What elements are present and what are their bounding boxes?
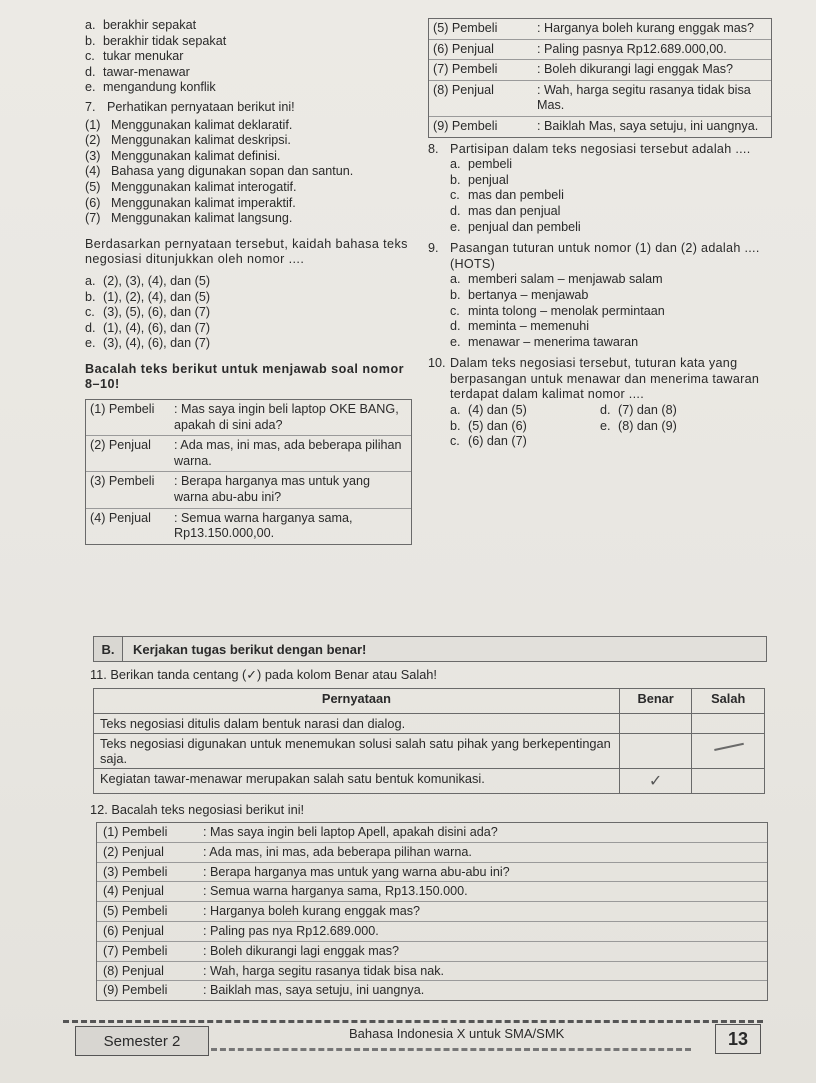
dialog-line: (7) Pembeli : Boleh dikurangi lagi enggak Mas? — [429, 59, 771, 80]
dialog-line: (4) Penjual : Semua warna harganya sama, Rp13.150.000. — [97, 881, 767, 901]
statement-item: (2) Menggunakan kalimat deskripsi. — [85, 133, 291, 148]
pencil-mark-icon — [712, 733, 744, 751]
dialog-line: (2) Penjual : Ada mas, ini mas, ada beberapa pilihan warna. — [86, 435, 411, 471]
left-column — [85, 18, 415, 545]
semester-label: Semester 2 — [75, 1026, 209, 1056]
q8-header: 8. Partisipan dalam teks negosiasi tersebut adalah .... — [428, 141, 751, 156]
q7-question: Berdasarkan pernyataan tersebut, kaidah bahasa teks negosiasi ditunjukkan oleh nomor .... — [85, 236, 408, 267]
option-item: d. (1), (4), (6), dan (7) — [85, 320, 211, 335]
false-cell[interactable] — [692, 714, 765, 734]
footer-divider — [63, 1020, 763, 1023]
dialog-line: (4) Penjual : Semua warna harganya sama, Rp13.150.000,00. — [86, 508, 411, 544]
dialog-box-right — [428, 18, 772, 138]
option-item: a. (2), (3), (4), dan (5) — [85, 273, 211, 288]
option-item: b. berakhir tidak sepakat — [85, 33, 227, 48]
dialog-box-left — [85, 399, 412, 545]
check-mark-icon: ✓ — [648, 773, 663, 790]
statement-item: (6) Menggunakan kalimat imperaktif. — [85, 195, 296, 210]
option-item: d. (7) dan (8) — [600, 403, 677, 418]
statement-item: (5) Menggunakan kalimat interogatif. — [85, 179, 297, 194]
q9-options — [450, 272, 773, 350]
option-item: a. (4) dan (5) — [450, 403, 527, 418]
true-cell[interactable] — [619, 734, 692, 769]
section-b-header: B. Kerjakan tugas berikut dengan benar! — [93, 636, 767, 662]
q9-header: 9. Pasangan tuturan untuk nomor (1) dan (2) adalah .... (HOTS) — [428, 241, 760, 271]
option-item: c. mas dan pembeli — [450, 188, 564, 203]
q10-options — [450, 403, 773, 450]
right-column — [428, 18, 773, 450]
table-row: Kegiatan tawar-menawar merupakan salah satu bentuk komunikasi. ✓ — [94, 769, 765, 794]
option-item: b. (1), (2), (4), dan (5) — [85, 289, 211, 304]
option-item: c. minta tolong – menolak permintaan — [450, 303, 665, 318]
option-item: e. (8) dan (9) — [600, 418, 677, 433]
table-row: Teks negosiasi ditulis dalam bentuk narasi dan dialog. — [94, 714, 765, 734]
dialog-line: (3) Pembeli : Berapa harganya mas untuk yang warna abu-abu ini? — [97, 862, 767, 882]
option-item: a. pembeli — [450, 157, 513, 172]
dialog-line: (7) Pembeli : Boleh dikurangi lagi enggak mas? — [97, 941, 767, 961]
q7-options — [85, 274, 415, 352]
dialog-line: (9) Pembeli : Baiklah mas, saya setuju, ini uangnya. — [97, 980, 767, 1000]
dialog-line: (1) Pembeli : Mas saya ingin beli laptop OKE BANG, apakah di sini ada? — [90, 402, 399, 432]
option-item: d. tawar-menawar — [85, 64, 190, 79]
statement-item: (7) Menggunakan kalimat langsung. — [85, 211, 293, 226]
option-item: a. memberi salam – menjawab salam — [450, 272, 663, 287]
option-item: d. meminta – memenuhi — [450, 319, 590, 334]
option-item: a. berakhir sepakat — [85, 18, 197, 32]
option-item: c. (6) dan (7) — [450, 434, 527, 449]
dialog-line: (8) Penjual : Wah, harga segitu rasanya tidak bisa Mas. — [429, 80, 771, 116]
dialog-line: (6) Penjual : Paling pasnya Rp12.689.000,00. — [429, 39, 771, 60]
q7-statements — [85, 118, 415, 227]
table-row: Teks negosiasi digunakan untuk menemukan solusi salah satu pihak yang berkepentingan saja. — [94, 734, 765, 769]
instruction-8-10: Bacalah teks berikut untuk menjawab soal nomor 8–10! — [85, 361, 405, 392]
dialog-line: (2) Penjual : Ada mas, ini mas, ada beberapa pilihan warna. — [97, 842, 767, 862]
q8-options — [450, 157, 773, 235]
false-cell[interactable] — [692, 769, 765, 794]
dialog-line: (8) Penjual : Wah, harga segitu rasanya tidak bisa nak. — [97, 961, 767, 981]
option-item: b. bertanya – menjawab — [450, 287, 589, 302]
dialog-line: (9) Pembeli : Baiklah Mas, saya setuju, ini uangnya. — [429, 116, 771, 137]
col-header-true: Benar — [619, 689, 692, 714]
option-item: c. (3), (5), (6), dan (7) — [85, 305, 211, 320]
q12-dialog-box — [96, 822, 768, 1001]
statement-item: (4) Bahasa yang digunakan sopan dan santun. — [85, 164, 354, 179]
col-header-statement: Pernyataan — [94, 689, 620, 714]
option-item: e. menawar – menerima tawaran — [450, 334, 639, 349]
true-cell[interactable] — [619, 714, 692, 734]
option-item: e. (3), (4), (6), dan (7) — [85, 336, 211, 351]
false-cell[interactable] — [692, 734, 765, 769]
q6-options — [85, 18, 415, 96]
option-item: e. penjual dan pembeli — [450, 219, 581, 234]
dialog-line: (1) Pembeli : Mas saya ingin beli laptop Apell, apakah disini ada? — [103, 825, 498, 839]
q10-header: 10. Dalam teks negosiasi tersebut, tuturan kata yang berpasangan untuk menawar dan menerima tawaran terdapat dalam kalimat nomor .... — [428, 356, 760, 402]
col-header-false: Salah — [692, 689, 765, 714]
q12-prompt: 12. Bacalah teks negosiasi berikut ini! — [90, 802, 305, 817]
dialog-line: (6) Penjual : Paling pas nya Rp12.689.000. — [97, 921, 767, 941]
page-footer — [63, 1020, 763, 1060]
q11-prompt: 11. Berikan tanda centang (✓) pada kolom Benar atau Salah! — [90, 667, 437, 682]
dialog-line: (5) Pembeli : Harganya boleh kurang enggak mas? — [97, 901, 767, 921]
option-item: b. (5) dan (6) — [450, 418, 527, 433]
option-item: c. tukar menukar — [85, 49, 184, 64]
true-cell[interactable] — [619, 769, 692, 794]
q7-header: 7. Perhatikan pernyataan berikut ini! — [85, 99, 295, 114]
q11-table — [93, 688, 765, 794]
page-number: 13 — [715, 1024, 761, 1054]
option-item: d. mas dan penjual — [450, 203, 561, 218]
dialog-line: (5) Pembeli : Harganya boleh kurang enggak mas? — [433, 21, 755, 35]
option-item: b. penjual — [450, 172, 509, 187]
option-item: e. mengandung konflik — [85, 80, 216, 95]
dialog-line: (3) Pembeli : Berapa harganya mas untuk yang warna abu-abu ini? — [86, 471, 411, 507]
statement-item: (3) Menggunakan kalimat definisi. — [85, 148, 281, 163]
statement-item: (1) Menggunakan kalimat deklaratif. — [85, 117, 293, 132]
footer-divider-2 — [211, 1048, 691, 1051]
book-title: Bahasa Indonesia X untuk SMA/SMK — [349, 1026, 565, 1041]
